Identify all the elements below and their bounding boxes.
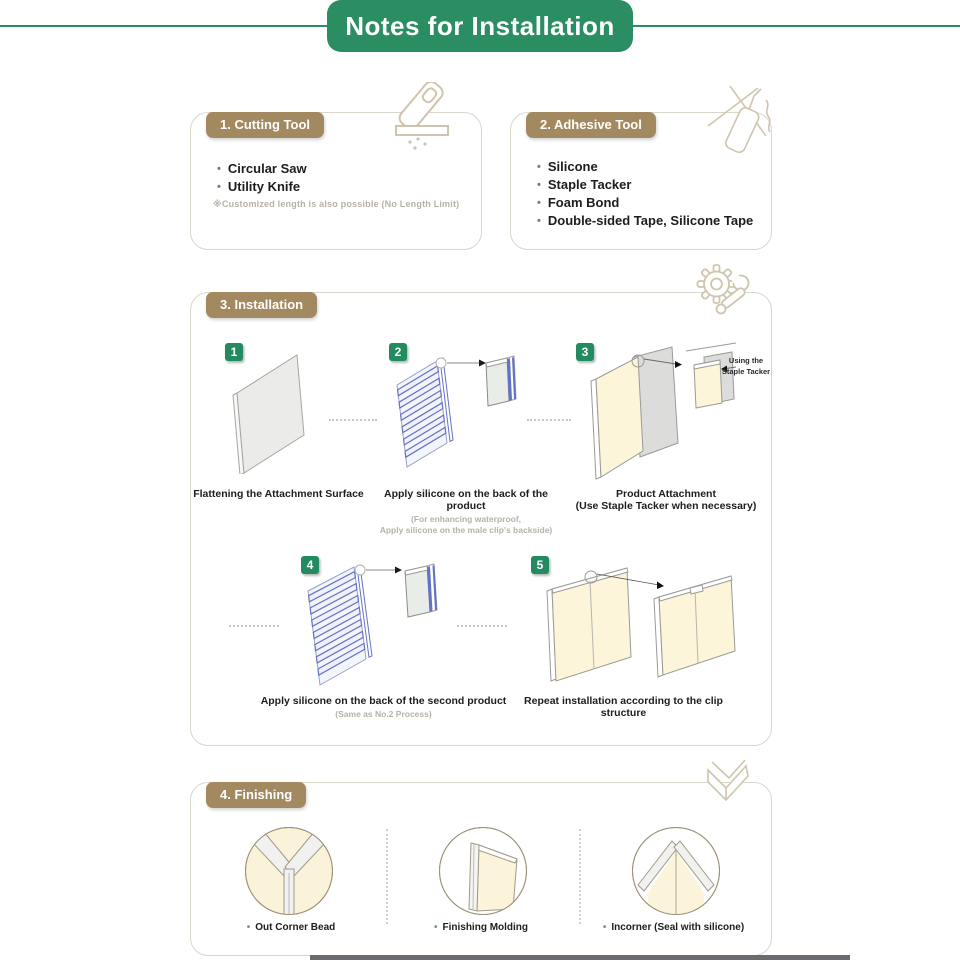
list-item: • Utility Knife [217, 178, 307, 196]
label-text: Out Corner Bead [255, 922, 336, 933]
finishing-item-label [581, 922, 766, 933]
cutting-tool-label: 1. Cutting Tool [206, 112, 324, 138]
page-title: Notes for Installation [345, 10, 615, 41]
finishing-section [190, 782, 772, 956]
bullet-dot [247, 922, 256, 933]
step3-caption [561, 488, 771, 512]
cutting-note: ※Customized length is also possible (No Length Limit) [213, 199, 460, 209]
dotted-separator [329, 419, 377, 421]
installation-label: 3. Installation [206, 292, 317, 318]
step-number-4: 4 [301, 556, 319, 574]
step1-panel-graphic [231, 349, 326, 474]
list-item: • Staple Tacker [537, 176, 753, 194]
caption-text: Apply silicone on the back of the second product [260, 695, 507, 707]
caption-subtext: (Same as No.2 Process) [335, 709, 432, 719]
step-number-1: 1 [225, 343, 243, 361]
step-number-5: 5 [531, 556, 549, 574]
corner-bead-icon [702, 756, 756, 808]
caption-text: Repeat installation according to the clip structure [524, 695, 723, 719]
step5-caption [511, 695, 736, 719]
step3-annotation [721, 355, 771, 377]
dotted-separator [229, 625, 279, 627]
list-item: • Circular Saw [217, 160, 307, 178]
caption-subtext: (For enhancing waterproof, [410, 514, 522, 524]
adhesive-tool-label: 2. Adhesive Tool [526, 112, 656, 138]
caption-text: Product Attachment [616, 488, 716, 500]
annotation-line: Staple Tacker [721, 367, 771, 376]
dotted-divider [579, 829, 581, 924]
caption-text: (Use Staple Tacker when necessary) [575, 500, 757, 512]
cutting-tool-list [217, 160, 307, 196]
step2-caption [366, 488, 566, 536]
step-number-2: 2 [389, 343, 407, 361]
caption-subtext: Apply silicone on the male clip's backside) [379, 525, 553, 535]
incorner-graphic [630, 825, 722, 917]
adhesive-tool-list [537, 158, 753, 230]
list-item: • Foam Bond [537, 194, 753, 212]
list-item: • Double-sided Tape, Silicone Tape [537, 212, 753, 230]
step1-caption [191, 488, 366, 500]
step5-repeat-graphic [541, 559, 741, 684]
utility-knife-icon [372, 82, 462, 156]
dotted-divider [386, 829, 388, 924]
dotted-separator [457, 625, 507, 627]
label-text: Finishing Molding [442, 922, 529, 933]
list-item: • Silicone [537, 158, 753, 176]
finishing-item-label [391, 922, 571, 933]
page-title-badge [327, 0, 633, 52]
silicone-tube-icon [700, 84, 780, 160]
dotted-separator [527, 419, 571, 421]
step4-caption [251, 695, 516, 720]
gear-wrench-icon [692, 262, 756, 326]
caption-text: Apply silicone on the back of the product [384, 488, 548, 512]
step4-silicone-graphic [296, 561, 461, 691]
caption-text: Flattening the Attachment Surface [193, 488, 364, 500]
finishing-molding-graphic [437, 825, 529, 917]
label-text: Incorner (Seal with silicone) [611, 922, 745, 933]
installation-section [190, 292, 772, 746]
step3-attachment-graphic [586, 341, 736, 486]
annotation-line: Using the [728, 356, 764, 365]
cutoff-bar [310, 955, 850, 960]
finishing-item-label [201, 922, 381, 933]
finishing-label: 4. Finishing [206, 782, 306, 808]
out-corner-bead-graphic [243, 825, 335, 917]
step-number-3: 3 [576, 343, 594, 361]
step2-silicone-graphic [383, 351, 518, 476]
